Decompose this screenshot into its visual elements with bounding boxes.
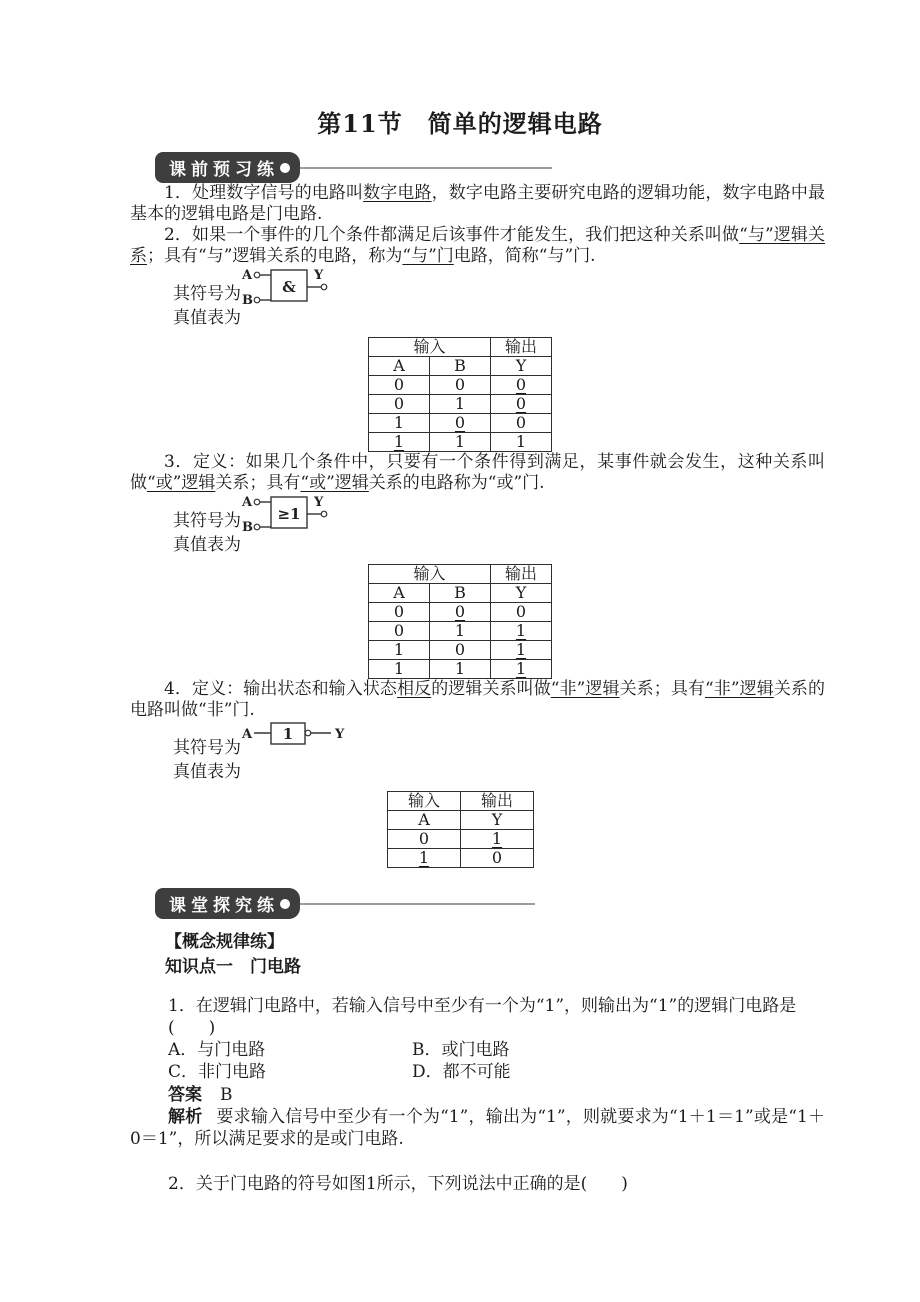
section-header-explore xyxy=(155,888,920,919)
value-cell xyxy=(369,376,430,395)
output-header-cell: 输出 xyxy=(491,338,552,357)
value-cell xyxy=(491,641,552,660)
value-cell xyxy=(369,622,430,641)
column-header-cell: A xyxy=(388,811,461,830)
cell-value: 1 xyxy=(454,394,466,413)
text-run: 2．如果一个事件的几个条件都满足后该事件才能发生，我们把这种关系叫做 xyxy=(164,225,740,245)
value-cell xyxy=(430,622,491,641)
value-cell xyxy=(430,376,491,395)
gate-input-b-label: B xyxy=(242,520,253,534)
gate-output-y-label: Y xyxy=(335,727,345,742)
value-cell xyxy=(430,660,491,679)
and-gate-row xyxy=(173,267,825,305)
column-header-cell: Y xyxy=(461,811,534,830)
value-cell xyxy=(461,830,534,849)
text-run: 电路，简称“与”门. xyxy=(453,246,596,266)
fill-in-blank: 1 xyxy=(515,640,527,659)
text-run: ；具有“与”逻辑关系的电路，称为 xyxy=(147,246,403,266)
answer-value: B xyxy=(220,1085,233,1105)
page-title: 第11节 简单的逻辑电路 xyxy=(317,109,603,138)
knowledge-point-header: 知识点一 门电路 xyxy=(165,957,301,976)
gate-output-y-label: Y xyxy=(314,495,324,510)
analysis-paragraph xyxy=(130,1106,825,1150)
fill-in-blank: 相反 xyxy=(397,679,432,699)
concept-practice-header: 【概念规律练】 xyxy=(165,932,284,951)
question-2: 2．关于门电路的符号如图1所示，下列说法中正确的是( ) xyxy=(168,1174,628,1194)
fill-in-blank: 0 xyxy=(515,394,527,413)
input-header-cell: 输入 xyxy=(369,565,491,584)
not-truth-table xyxy=(387,791,534,868)
section-header-preview xyxy=(155,152,920,183)
value-cell xyxy=(388,849,461,868)
text-run: 3．定义：如果几个条件中，只要有一个条件得到满足，某事件就会发生，这种关系叫做 xyxy=(130,452,825,493)
input-terminal-icon xyxy=(254,297,260,303)
text-run: 的逻辑关系叫做 xyxy=(431,679,551,699)
answer-row xyxy=(168,1084,825,1106)
option-c: C．非门电路 xyxy=(168,1062,267,1082)
value-cell xyxy=(430,433,491,452)
gate-input-a-label: A xyxy=(242,268,253,283)
cell-value: 1 xyxy=(393,413,405,432)
value-cell xyxy=(491,433,552,452)
answer-label: 答案 xyxy=(168,1085,202,1104)
and-symbol: & xyxy=(282,278,296,296)
text-run: 关系；具有 xyxy=(619,679,706,699)
gate-input-a-label: A xyxy=(242,727,253,742)
cell-value: 1 xyxy=(393,640,405,659)
cell-value: 0 xyxy=(515,602,527,621)
cell-value: 1 xyxy=(454,659,466,678)
output-header-cell: 输出 xyxy=(461,792,534,811)
cell-value: 0 xyxy=(393,375,405,394)
question-1-options xyxy=(168,1039,825,1083)
value-cell xyxy=(430,414,491,433)
input-terminal-icon xyxy=(254,499,260,505)
output-terminal-icon xyxy=(321,511,327,517)
not-gate-symbol xyxy=(241,721,356,747)
fill-in-blank: 0 xyxy=(515,375,527,394)
value-cell xyxy=(388,830,461,849)
value-cell xyxy=(491,603,552,622)
cell-value: 0 xyxy=(393,394,405,413)
input-header-cell: 输入 xyxy=(369,338,491,357)
badge-dot-icon xyxy=(280,899,290,909)
input-terminal-icon xyxy=(254,524,260,530)
output-terminal-icon xyxy=(321,284,327,290)
value-cell xyxy=(491,376,552,395)
fill-in-blank: “非”逻辑 xyxy=(550,679,620,699)
cell-value: 1 xyxy=(515,432,527,451)
not-gate-row xyxy=(173,721,825,759)
header-rule xyxy=(300,167,552,169)
header-rule xyxy=(300,903,535,905)
symbol-caption: 其符号为 xyxy=(173,738,241,758)
column-header-cell: A xyxy=(369,357,430,376)
paragraph-1 xyxy=(130,183,825,225)
fill-in-blank: 0 xyxy=(454,413,466,432)
value-cell xyxy=(369,603,430,622)
text-run: 关系的电路称为“或”门. xyxy=(368,473,545,493)
badge-dot-icon xyxy=(280,163,290,173)
analysis-label: 解析 xyxy=(168,1107,203,1126)
and-gate-symbol xyxy=(241,267,361,307)
option-b: B．或门电路 xyxy=(412,1040,510,1060)
text-run: 关系的电路叫做“非”门. xyxy=(130,679,826,720)
column-header-cell: Y xyxy=(491,357,552,376)
cell-value: 0 xyxy=(515,413,527,432)
value-cell xyxy=(430,603,491,622)
fill-in-blank: “非”逻辑 xyxy=(705,679,774,699)
value-cell xyxy=(491,395,552,414)
fill-in-blank: 1 xyxy=(393,432,405,451)
fill-in-blank: 1 xyxy=(418,848,430,867)
fill-in-blank: 1 xyxy=(491,829,503,848)
value-cell xyxy=(491,660,552,679)
value-cell xyxy=(369,641,430,660)
or-symbol: ≥1 xyxy=(277,505,301,523)
column-header-cell: Y xyxy=(491,584,552,603)
value-cell xyxy=(461,849,534,868)
fill-in-blank: 1 xyxy=(515,621,527,640)
analysis-text: 要求输入信号中至少有一个为“1”，输出为“1”，则就要求为“1＋1＝1”或是“1＋0＝1”，所以满足要求的是或门电路. xyxy=(130,1107,826,1149)
paragraph-4 xyxy=(130,679,825,721)
cell-value: 0 xyxy=(393,602,405,621)
symbol-caption: 其符号为 xyxy=(173,511,241,531)
truth-table-caption: 真值表为 xyxy=(173,308,241,328)
explore-badge-label: 课堂探究练 xyxy=(169,896,279,915)
cell-value: 0 xyxy=(393,621,405,640)
cell-value: 0 xyxy=(454,640,466,659)
not-symbol: 1 xyxy=(282,725,294,743)
text-run: 1．处理数字信号的电路叫 xyxy=(164,183,364,203)
column-header-cell: B xyxy=(430,584,491,603)
output-terminal-icon xyxy=(305,730,311,736)
input-header-cell: 输入 xyxy=(388,792,461,811)
cell-value: 1 xyxy=(454,432,466,451)
paragraph-3 xyxy=(130,452,825,494)
truth-table-caption: 真值表为 xyxy=(173,535,241,555)
value-cell xyxy=(369,660,430,679)
cell-value: 0 xyxy=(491,848,503,867)
value-cell xyxy=(369,433,430,452)
fill-in-blank: “或”逻辑 xyxy=(300,473,369,493)
or-gate-symbol xyxy=(241,494,361,534)
paragraph-2 xyxy=(130,225,825,267)
symbol-caption: 其符号为 xyxy=(173,284,241,304)
gate-input-b-label: B xyxy=(242,293,253,307)
fill-in-blank: 0 xyxy=(454,602,466,621)
question-1: 1．在逻辑门电路中，若输入信号中至少有一个为“1”，则输出为“1”的逻辑门电路是( ) xyxy=(168,996,797,1038)
option-d: D．都不可能 xyxy=(412,1062,511,1082)
column-header-cell: B xyxy=(430,357,491,376)
truth-table-caption: 真值表为 xyxy=(173,762,241,782)
fill-in-blank: “或”逻辑 xyxy=(147,473,216,493)
cell-value: 0 xyxy=(454,375,466,394)
preview-badge-label: 课前预习练 xyxy=(169,160,279,179)
explore-badge xyxy=(155,888,300,919)
output-header-cell: 输出 xyxy=(491,565,552,584)
text-run: 关系；具有 xyxy=(215,473,301,493)
fill-in-blank: 1 xyxy=(515,659,527,678)
fill-in-blank: 数字电路 xyxy=(363,183,432,203)
gate-input-a-label: A xyxy=(242,495,253,510)
preview-badge xyxy=(155,152,300,183)
input-terminal-icon xyxy=(254,272,260,278)
text-run: ，数字电路主要研究电路的逻辑功能，数字电路中最基本的逻辑电路是门电路. xyxy=(130,183,826,224)
or-gate-row xyxy=(173,494,825,532)
text-run: 4．定义：输出状态和输入状态 xyxy=(164,679,398,699)
value-cell xyxy=(491,622,552,641)
explore-section xyxy=(130,931,825,1195)
preview-section xyxy=(130,183,825,868)
cell-value: 1 xyxy=(393,659,405,678)
cell-value: 0 xyxy=(418,829,430,848)
value-cell xyxy=(369,395,430,414)
fill-in-blank: “与”逻辑关系 xyxy=(130,225,825,266)
fill-in-blank: “与”门 xyxy=(402,246,454,266)
option-a: A．与门电路 xyxy=(168,1040,266,1060)
gate-output-y-label: Y xyxy=(314,268,324,283)
value-cell xyxy=(430,395,491,414)
and-truth-table xyxy=(368,337,552,452)
or-truth-table xyxy=(368,564,552,679)
value-cell xyxy=(491,414,552,433)
value-cell xyxy=(430,641,491,660)
value-cell xyxy=(369,414,430,433)
column-header-cell: A xyxy=(369,584,430,603)
cell-value: 1 xyxy=(454,621,466,640)
